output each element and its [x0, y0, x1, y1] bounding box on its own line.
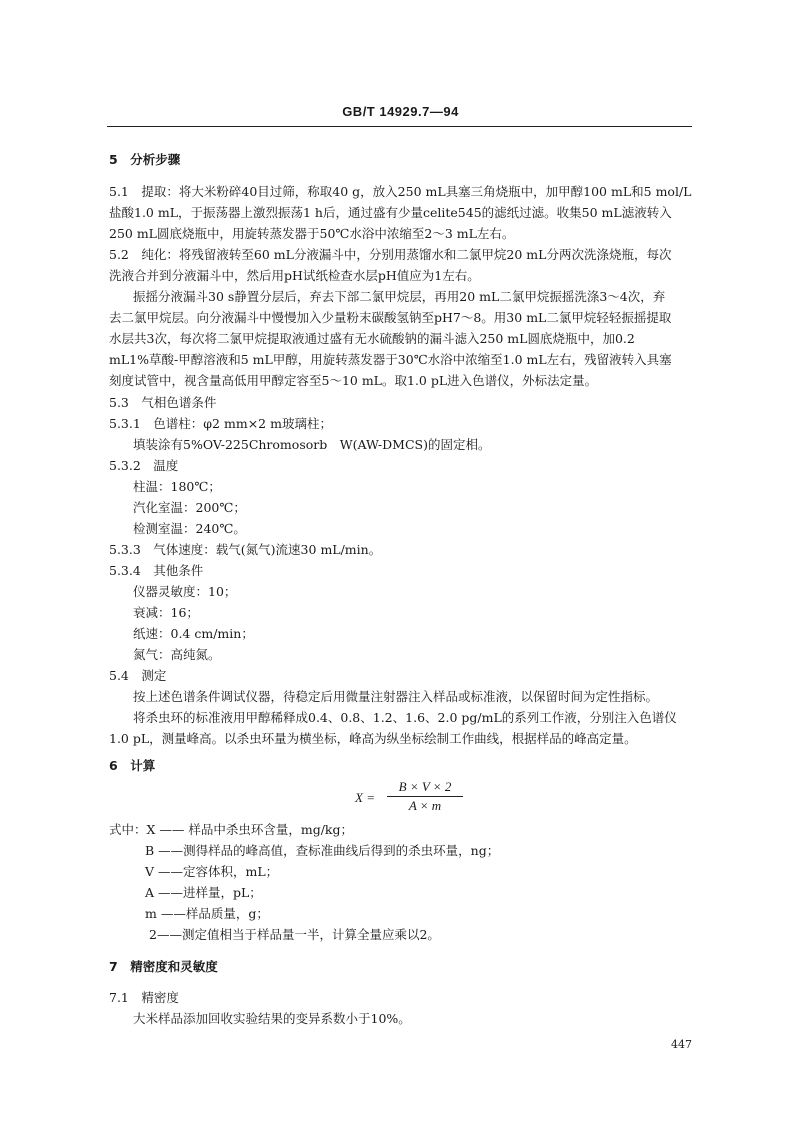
- subsection-5-3-1: 5.3.1 色谱柱：φ2 mm×2 m玻璃柱；: [109, 416, 332, 431]
- formula-lhs: X =: [355, 790, 375, 805]
- where-line-4: A ——进样量，pL；: [145, 885, 262, 900]
- formula-denominator: A × m: [408, 798, 442, 813]
- subsection-7-1: 7.1 精密度: [109, 990, 179, 1005]
- para-7-1-line-1: 大米样品添加回收实验结果的变异系数小于10%。: [133, 1011, 411, 1026]
- fraction-bar: [387, 796, 463, 797]
- nitrogen-gas: 氮气：高纯氮。: [133, 647, 221, 662]
- instrument-sensitivity: 仪器灵敏度：10；: [133, 584, 237, 599]
- para-5-2-line-6: mL1%草酸-甲醇溶液和5 mL甲醇，用旋转蒸发器于30℃水浴中浓缩至1.0 mL左右，残留液转入具塞: [109, 352, 672, 367]
- para-5-4-line-1: 按上述色谱条件调试仪器，待稳定后用微量注射器注入样品或标准液，以保留时间为定性指标。: [133, 689, 659, 704]
- para-5-2-line-5: 水层共3次，每次将二氯甲烷提取液通过盛有无水硫酸钠的漏斗滤入250 mL圆底烧瓶中，加0.2: [109, 331, 635, 346]
- subsection-5-3-4: 5.3.4 其他条件: [109, 563, 204, 578]
- formula-numerator: B × V × 2: [398, 779, 452, 794]
- formula-fraction: [387, 779, 463, 814]
- where-line-5: m ——样品质量，g；: [145, 906, 269, 921]
- para-5-1-line-1: 5.1 提取：将大米粉碎40目过筛，称取40 g，放入250 mL具塞三角烧瓶中，加甲醇100 mL和5 mol/L: [109, 184, 692, 199]
- subsection-5-3-3: 5.3.3 气体速度：载气(氮气)流速30 mL/min。: [109, 542, 382, 557]
- para-5-2-line-7: 刻度试管中，视含量高低用甲醇定容至5～10 mL。取1.0 pL进入色谱仪，外标法定量。: [109, 373, 598, 388]
- para-5-1-line-3: 250 mL圆底烧瓶中，用旋转蒸发器于50℃水浴中浓缩至2～3 mL左右。: [109, 226, 515, 241]
- section-5-title: 5 分析步骤: [109, 152, 181, 167]
- standard-header: GB/T 14929.7—94: [342, 104, 459, 119]
- where-line-3: V ——定容体积，mL；: [145, 864, 279, 879]
- para-5-1-line-2: 盐酸1.0 mL，于振荡器上激烈振荡1 h后，通过盛有少量celite545的滤纸过滤。收集50 mL滤液转入: [109, 205, 672, 220]
- vaporizer-temp: 汽化室温：200℃；: [133, 500, 246, 515]
- para-5-2-line-2: 洗液合并到分液漏斗中，然后用pH试纸检查水层pH值应为1左右。: [109, 268, 480, 283]
- where-line-2: B ——测得样品的峰高值，查标准曲线后得到的杀虫环量，ng；: [145, 843, 500, 858]
- para-5-4-line-2: 将杀虫环的标准液用甲醇稀释成0.4、0.8、1.2、1.6、2.0 pg/mL的系列工作液，分别注入色谱仪: [133, 710, 677, 725]
- section-6-title: 6 计算: [109, 758, 156, 773]
- subsection-5-3: 5.3 气相色谱条件: [109, 395, 217, 410]
- header-rule: [107, 126, 692, 127]
- para-5-4-line-3: 1.0 pL，测量峰高。以杀虫环量为横坐标，峰高为纵坐标绘制工作曲线，根据样品的峰高定量。: [109, 731, 637, 746]
- detector-temp: 检测室温：240℃。: [133, 521, 246, 536]
- column-packing: 填装涂有5%OV-225Chromosorb W(AW-DMCS)的固定相。: [133, 437, 491, 452]
- paper-speed: 纸速：0.4 cm/min；: [133, 626, 254, 641]
- para-5-2-line-3: 振摇分液漏斗30 s静置分层后，弃去下部二氯甲烷层，再用20 mL二氯甲烷振摇洗涤3～4次，弃: [133, 289, 666, 304]
- attenuation: 衰减：16；: [133, 605, 199, 620]
- section-7-title: 7 精密度和灵敏度: [109, 959, 218, 974]
- page-number: 447: [671, 1038, 692, 1051]
- para-5-2-line-4: 去二氯甲烷层。向分液漏斗中慢慢加入少量粉末碳酸氢钠至pH7～8。用30 mL二氯甲烷轻轻振摇提取: [109, 310, 672, 325]
- subsection-5-4: 5.4 测定: [109, 668, 167, 683]
- where-line-6: 2——测定值相当于样品量一半，计算全量应乘以2。: [149, 927, 440, 942]
- para-5-2-line-1: 5.2 纯化：将残留液转至60 mL分液漏斗中，分别用蒸馏水和二氯甲烷20 mL分两次洗涤烧瓶，每次: [109, 247, 672, 262]
- subsection-5-3-2: 5.3.2 温度: [109, 458, 179, 473]
- column-temp: 柱温：180℃；: [133, 479, 221, 494]
- where-line-1: 式中：X —— 样品中杀虫环含量，mg/kg；: [109, 822, 353, 837]
